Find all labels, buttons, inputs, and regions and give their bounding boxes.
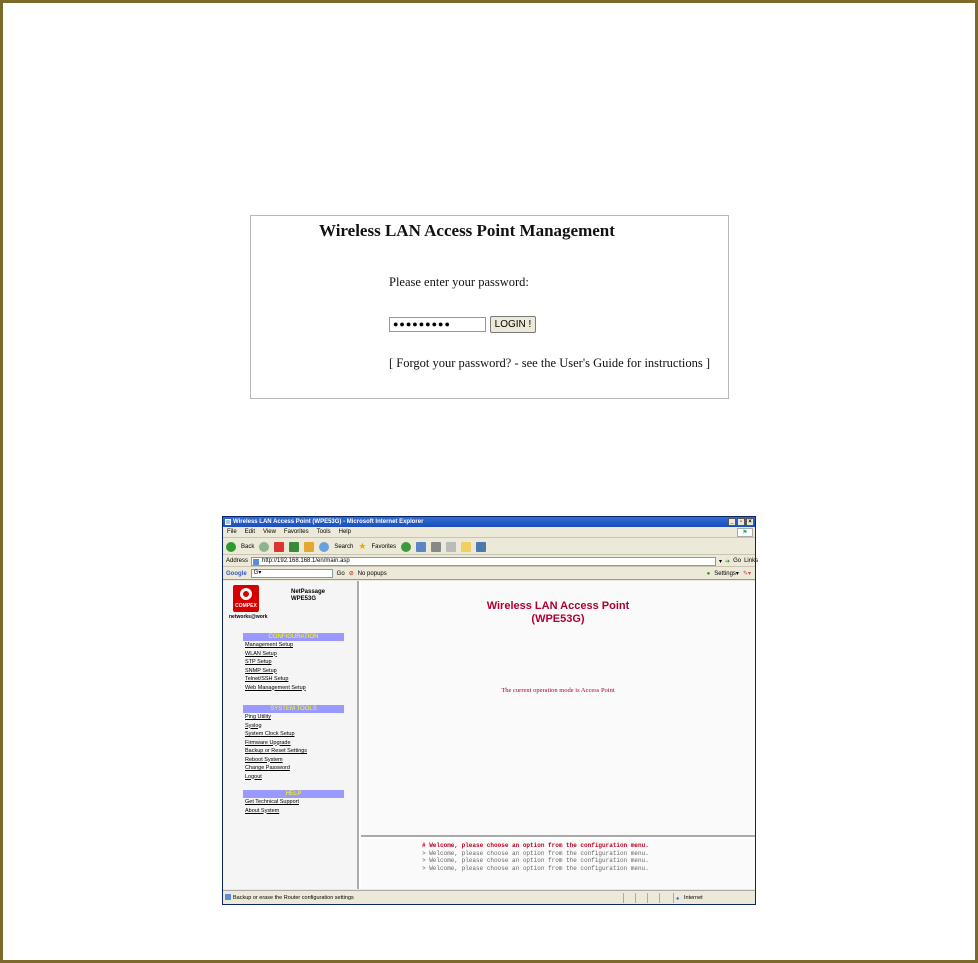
menu-file[interactable]: File bbox=[227, 529, 237, 535]
status-page-icon bbox=[225, 894, 231, 900]
links-button[interactable]: Links bbox=[744, 558, 759, 564]
popup-blocker-icon: ⊘ bbox=[348, 571, 354, 577]
page-content bbox=[223, 581, 755, 889]
link-management-setup[interactable]: Management Setup bbox=[245, 642, 294, 648]
link-telnet-ssh-setup[interactable]: Telnet/SSH Setup bbox=[245, 676, 289, 682]
google-settings-button[interactable]: Settings▾ bbox=[714, 571, 739, 577]
section-configuration: CONFIGURATION bbox=[243, 633, 344, 641]
google-go-button[interactable]: Go bbox=[336, 570, 345, 577]
menu-bar bbox=[223, 527, 755, 538]
google-logo: Google bbox=[226, 570, 247, 577]
address-input[interactable] bbox=[251, 557, 716, 566]
link-ping-utility[interactable]: Ping Utility bbox=[245, 714, 271, 720]
login-title: Wireless LAN Access Point Management bbox=[319, 221, 615, 240]
security-zone bbox=[673, 893, 751, 903]
no-popups-label[interactable]: No popups bbox=[357, 570, 387, 577]
logo-text: COMPEX bbox=[235, 603, 257, 609]
message-line: > Welcome, please choose an option from the configuration menu. bbox=[422, 857, 649, 864]
back-arrow-icon[interactable] bbox=[226, 542, 236, 552]
message-line: > Welcome, please choose an option from the configuration menu. bbox=[422, 849, 649, 857]
status-cell bbox=[623, 893, 635, 903]
settings-globe-icon: ● bbox=[706, 570, 711, 577]
compex-logo bbox=[233, 585, 259, 612]
status-cell bbox=[647, 893, 659, 903]
login-panel bbox=[250, 215, 729, 399]
link-stp-setup[interactable]: STP Setup bbox=[245, 659, 272, 665]
google-toolbar bbox=[223, 568, 755, 580]
address-url: http://192.168.168.1/en/main.asp bbox=[262, 557, 350, 564]
back-button-label[interactable]: Back bbox=[241, 543, 255, 550]
compex-logo-icon bbox=[240, 588, 252, 600]
password-input[interactable]: ●●●●●●●●● bbox=[389, 317, 486, 332]
minimize-button[interactable]: _ bbox=[728, 518, 736, 526]
forward-arrow-icon[interactable] bbox=[259, 542, 269, 552]
standard-toolbar bbox=[223, 539, 755, 555]
window-titlebar bbox=[223, 517, 755, 527]
history-icon[interactable] bbox=[401, 542, 411, 552]
password-prompt: Please enter your password: bbox=[389, 275, 529, 289]
home-icon[interactable] bbox=[304, 542, 314, 552]
forgot-password-text: [ Forgot your password? - see the User's Guide for instructions ] bbox=[389, 356, 711, 370]
folder-icon[interactable] bbox=[461, 542, 471, 552]
favorites-star-icon[interactable]: ★ bbox=[358, 541, 367, 551]
close-button[interactable]: × bbox=[746, 518, 754, 526]
login-button[interactable]: LOGIN ! bbox=[490, 316, 536, 333]
menu-tools[interactable]: Tools bbox=[316, 529, 331, 535]
search-button-label[interactable]: Search bbox=[334, 543, 354, 550]
message-line: # Welcome, please choose an option from the configuration menu. bbox=[422, 842, 649, 849]
left-menu-frame bbox=[223, 581, 359, 889]
status-text: Backup or erase the Router configuration settings bbox=[233, 894, 354, 901]
operation-mode-text: The current operation mode is Access Point bbox=[501, 687, 615, 694]
maximize-button[interactable]: ▫ bbox=[737, 518, 745, 526]
menu-edit[interactable]: Edit bbox=[244, 529, 256, 535]
link-syslog[interactable]: Syslog bbox=[245, 722, 262, 729]
menu-favorites[interactable]: Favorites bbox=[283, 529, 309, 535]
link-backup-reset-settings[interactable]: Backup or Reset Settings bbox=[245, 748, 308, 754]
tagline: networks@work bbox=[229, 614, 268, 620]
google-search-input[interactable]: G▾ bbox=[251, 569, 333, 578]
product-name bbox=[291, 589, 325, 603]
zone-label: Internet bbox=[684, 895, 703, 901]
address-dropdown-icon[interactable]: ▾ bbox=[719, 558, 723, 565]
menu-help[interactable]: Help bbox=[338, 529, 351, 535]
mail-icon[interactable] bbox=[416, 542, 426, 552]
print-icon[interactable] bbox=[431, 542, 441, 552]
window-title: Wireless LAN Access Point (WPE53G) - Microsoft Internet Explorer bbox=[233, 519, 424, 525]
status-cell bbox=[635, 893, 647, 903]
message-line: > Welcome, please choose an option from the configuration menu. bbox=[422, 864, 649, 872]
message-frame bbox=[361, 839, 755, 889]
main-frame bbox=[361, 581, 755, 837]
browser-window bbox=[222, 516, 759, 905]
windows-logo-icon: ⚑ bbox=[737, 528, 753, 537]
address-label: Address bbox=[226, 558, 249, 564]
product-line1: NetPassage bbox=[291, 589, 326, 595]
link-get-technical-support[interactable]: Get Technical Support bbox=[245, 799, 300, 805]
link-firmware-upgrade[interactable]: Firmware Upgrade bbox=[245, 739, 291, 746]
menu-view[interactable]: View bbox=[263, 529, 276, 535]
link-change-password[interactable]: Change Password bbox=[245, 765, 290, 771]
section-system-tools: SYSTEM TOOLS bbox=[243, 705, 344, 713]
edit-icon[interactable] bbox=[446, 542, 456, 552]
internet-globe-icon: ● bbox=[676, 896, 680, 902]
address-bar bbox=[223, 556, 759, 567]
link-snmp-setup[interactable]: SNMP Setup bbox=[245, 667, 277, 674]
toolbar-extra-icon[interactable]: ✎▾ bbox=[742, 571, 751, 577]
status-cell bbox=[659, 893, 671, 903]
status-bar bbox=[223, 890, 755, 904]
link-system-clock-setup[interactable]: System Clock Setup bbox=[245, 731, 295, 737]
search-icon[interactable] bbox=[319, 542, 329, 552]
favorites-button-label[interactable]: Favorites bbox=[371, 543, 397, 550]
link-logout[interactable]: Logout bbox=[245, 773, 262, 780]
product-line2: WPE53G bbox=[291, 596, 317, 602]
go-arrow-icon[interactable]: ➔ bbox=[725, 558, 731, 565]
section-help: HELP bbox=[243, 790, 344, 798]
main-model: (WPE53G) bbox=[531, 613, 585, 625]
stop-icon[interactable] bbox=[274, 542, 284, 552]
refresh-icon[interactable] bbox=[289, 542, 299, 552]
link-reboot-system[interactable]: Reboot System bbox=[245, 756, 283, 763]
link-wlan-setup[interactable]: WLAN Setup bbox=[245, 650, 277, 657]
go-button[interactable]: Go bbox=[733, 558, 742, 564]
messenger-icon[interactable] bbox=[476, 542, 486, 552]
main-title: Wireless LAN Access Point bbox=[486, 600, 630, 612]
ie-page-icon bbox=[225, 519, 231, 525]
link-web-management-setup[interactable]: Web Management Setup bbox=[245, 684, 306, 691]
link-about-system[interactable]: About System bbox=[245, 807, 280, 814]
page-icon bbox=[253, 559, 259, 565]
